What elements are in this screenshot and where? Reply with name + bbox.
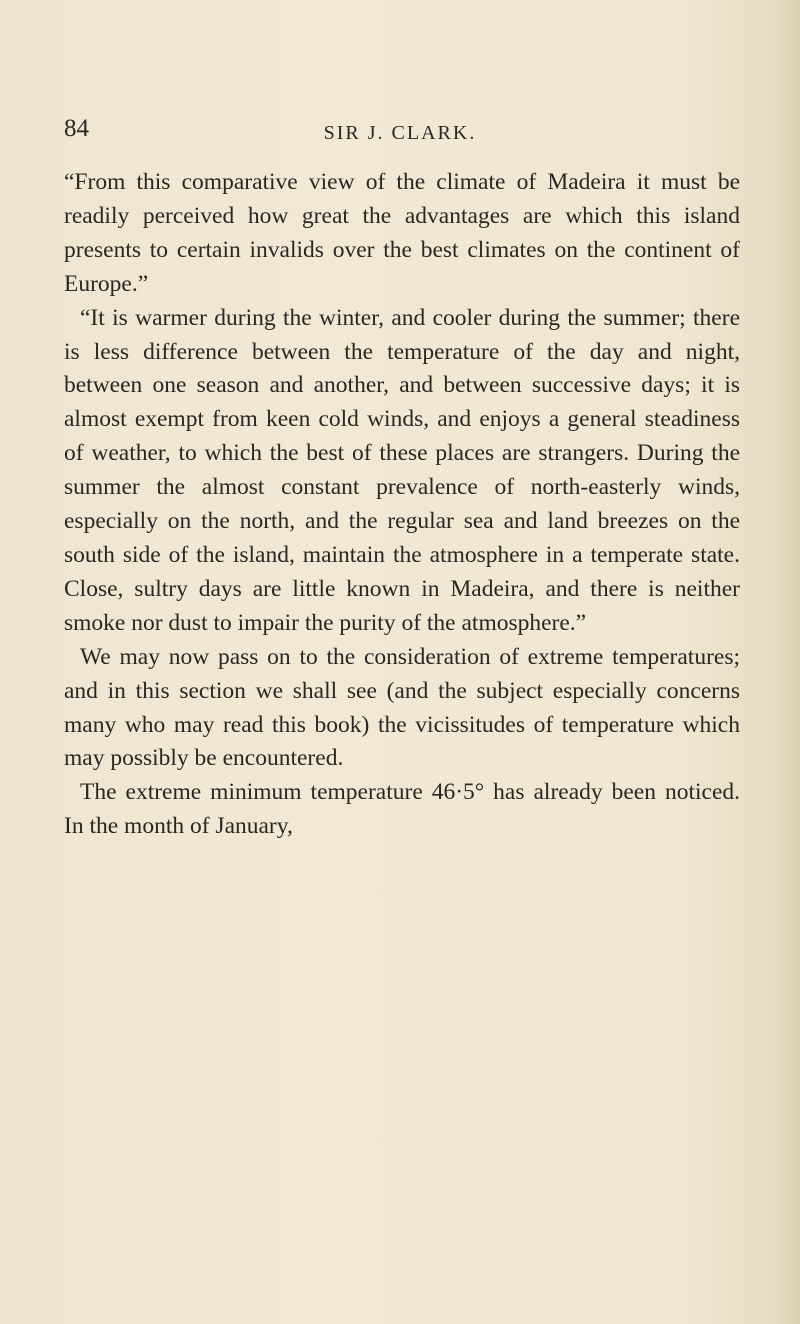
page-header: [60, 114, 740, 148]
paragraph-quote-warmer-winter: “It is warmer during the winter, and cooler during the summer; there is less difference between the temperature of the day and night, between one season and another, and between successive days; it is almost exempt from keen cold winds, and enjoys a general steadiness of weather, to which the best of these places are strangers. During the summer the almost constant prevalence of north-easterly winds, especially on the north, and the regular sea and land breezes on the south side of the island, maintain the atmosphere in a temperate state. Close, sultry days are little known in Madeira, and there is neither smoke nor dust to impair the purity of the atmosphere.”: [64, 304, 740, 636]
paragraph-minimum-temperature: The extreme minimum temperature 46·5° has already been noticed. In the month of January,: [64, 779, 740, 840]
paragraph-extreme-temperatures: We may now pass on to the consideration of extreme temperatures; and in this section we shall see (and the subject especially concerns many who may read this book) the vicissitudes of temperature which may possibly be encountered.: [64, 643, 740, 772]
paragraph-quote-comparative-view: “From this comparative view of the climate of Madeira it must be readily perceived how great the advantages are which this island presents to certain invalids over the best climates on the continent of Europe.”: [64, 169, 740, 297]
page-number: 84: [64, 115, 89, 142]
running-head: SIR J. CLARK.: [323, 122, 477, 144]
body-text: [64, 166, 740, 844]
